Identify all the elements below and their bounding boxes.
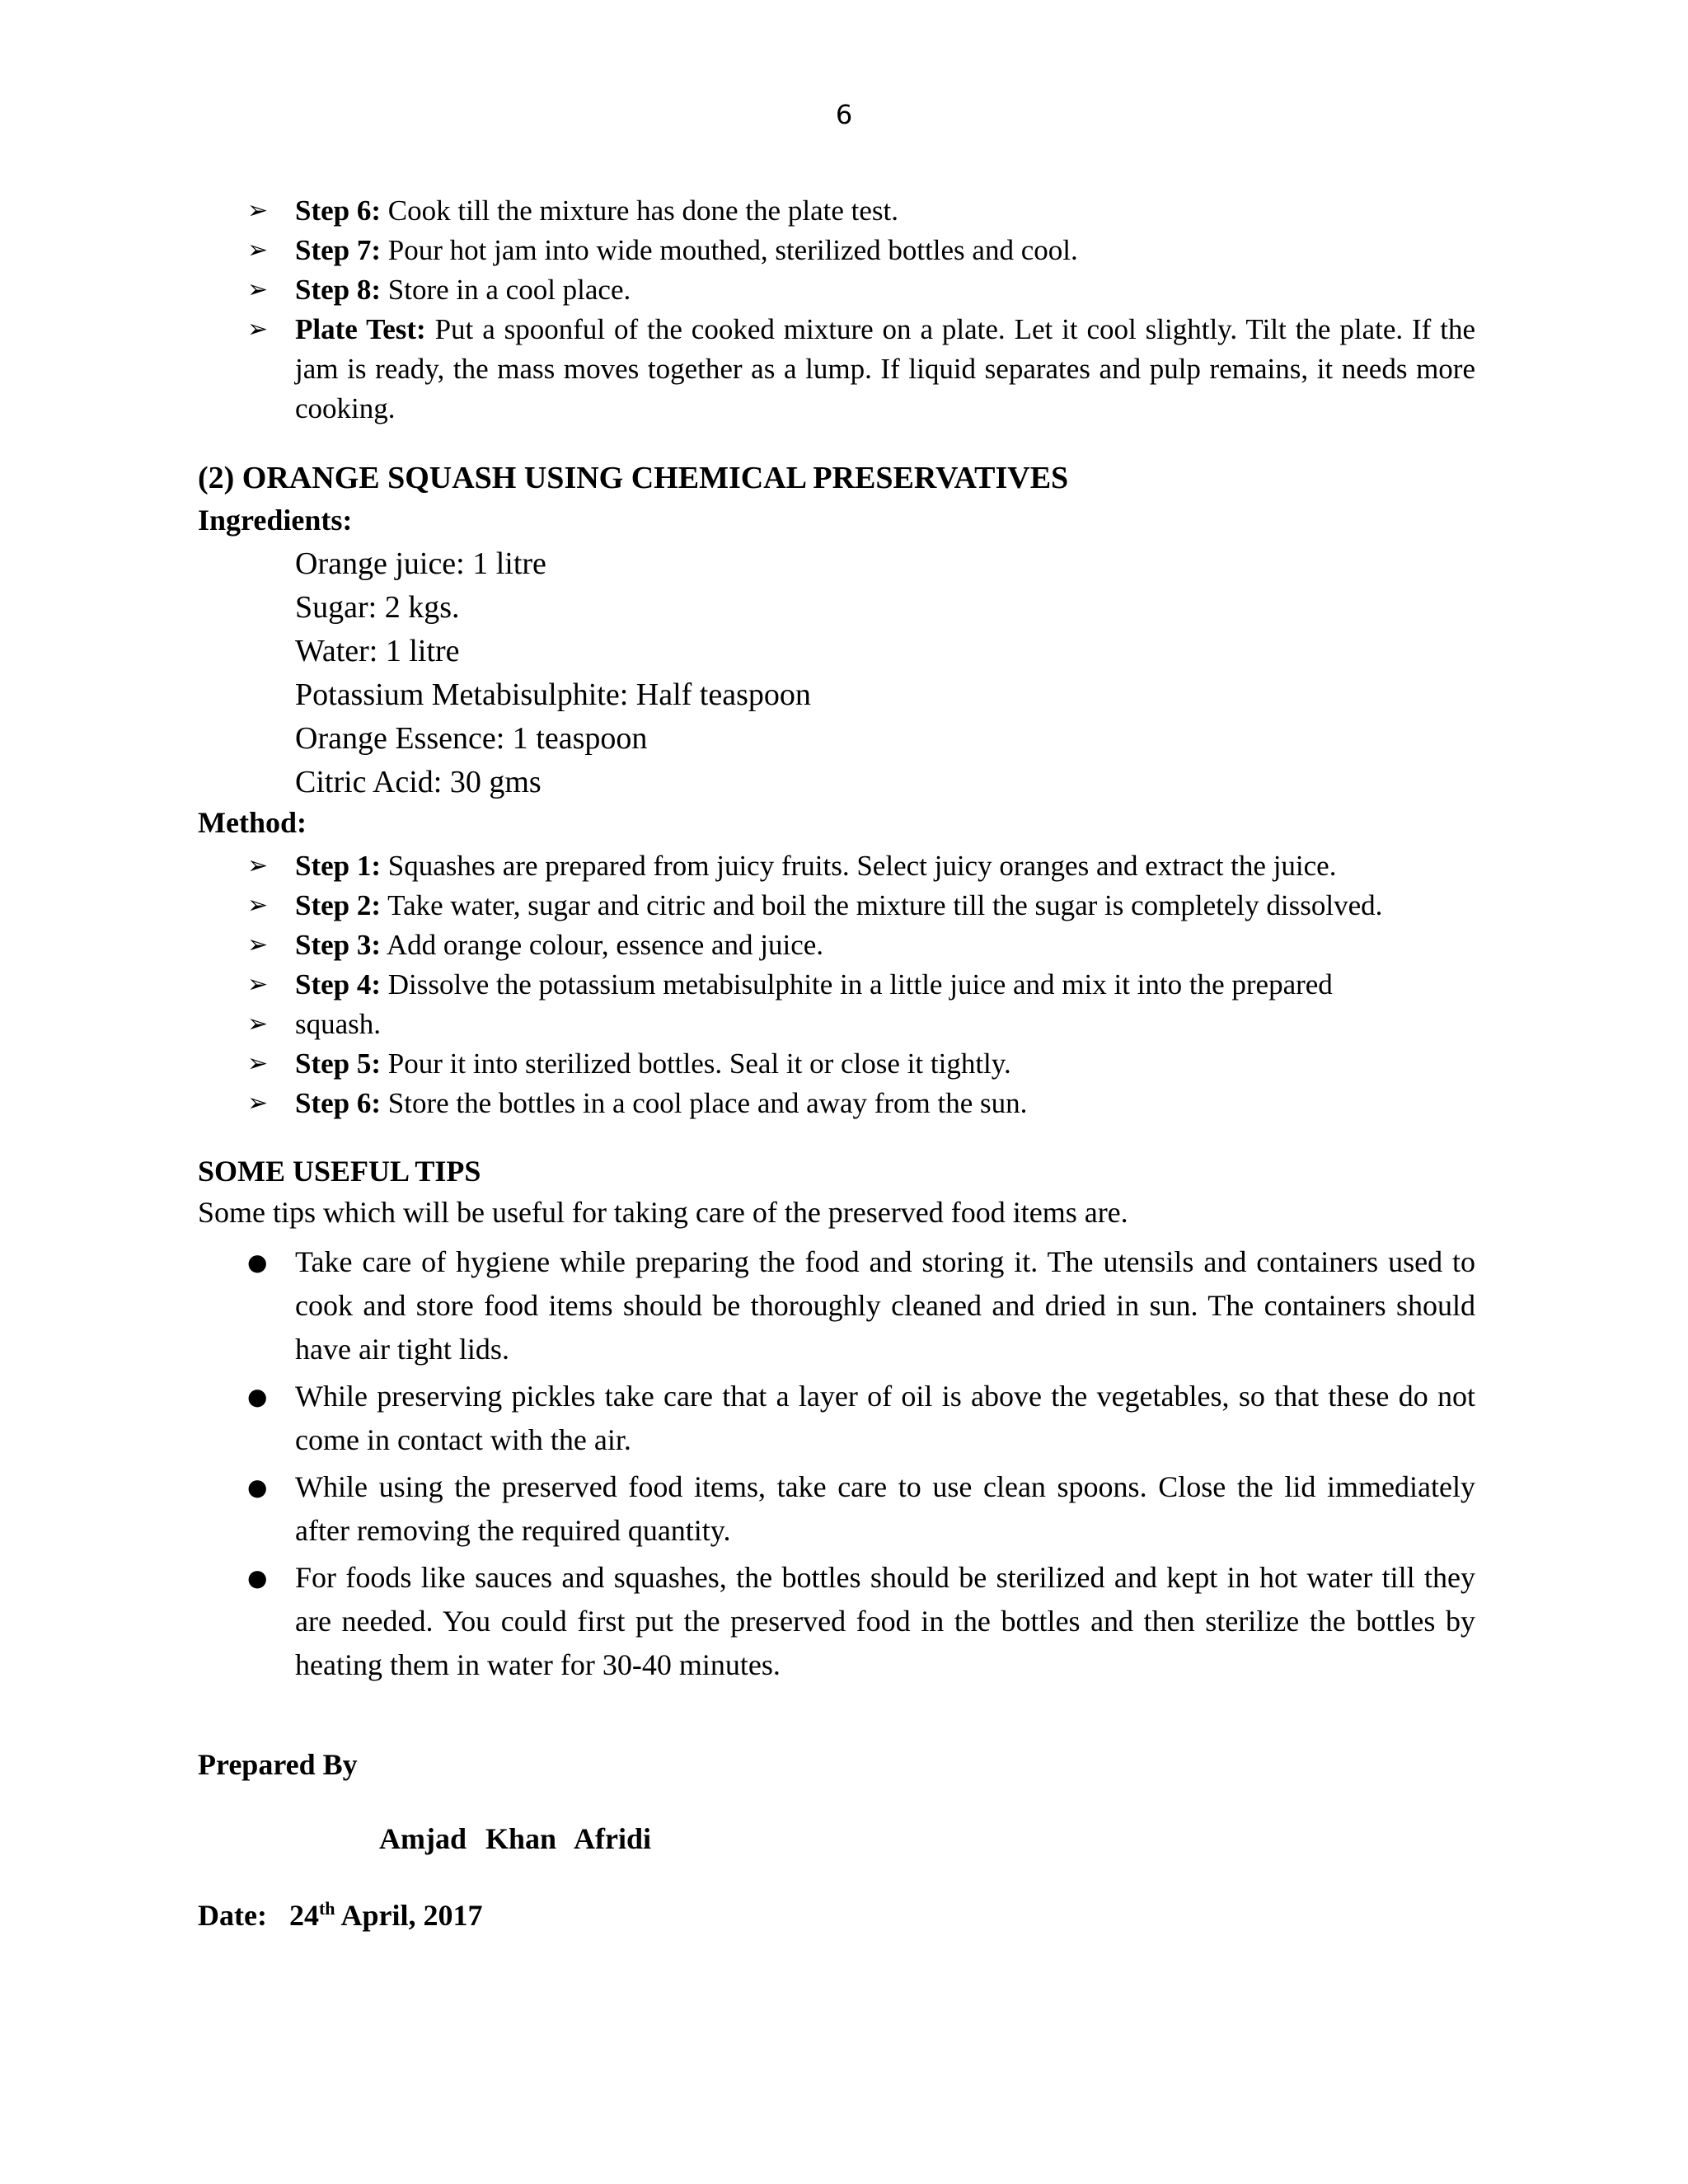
method-steps-list (247, 846, 1475, 1123)
list-item: Citric Acid: 30 gms (295, 765, 542, 799)
step-label: Step 6: (295, 194, 382, 227)
arrow-bullet-icon: ➢ (247, 1089, 269, 1118)
ingredients-list (295, 542, 811, 804)
tip-text: For foods like sauces and squashes, the bottles should be sterilized and kept in hot water till they are needed. You could first put the preserved food in the bottles and then sterilize the bottles by heating them in water for 30-40 minutes. (295, 1561, 1475, 1681)
step-text: Pour it into sterilized bottles. Seal it or close it tightly. (387, 1047, 1011, 1080)
section-title-useful-tips: SOME USEFUL TIPS (198, 1155, 481, 1188)
date-line (198, 1898, 483, 1933)
arrow-bullet-icon: ➢ (247, 196, 269, 225)
list-item (247, 1005, 1475, 1044)
section-title-orange-squash: (2) ORANGE SQUASH USING CHEMICAL PRESERVATIVES (198, 461, 1069, 495)
tip-text: While using the preserved food items, take care to use clean spoons. Close the lid immediately after removing the required quantity. (295, 1470, 1475, 1547)
list-item (247, 1044, 1475, 1084)
arrow-bullet-icon: ➢ (247, 1049, 269, 1078)
step-text: Take water, sugar and citric and boil the mixture till the sugar is completely dissolved. (387, 889, 1383, 921)
jam-steps-list (247, 191, 1475, 429)
list-item (247, 886, 1475, 926)
step-label: Step 3: (295, 929, 382, 961)
arrow-bullet-icon: ➢ (247, 851, 269, 880)
step-text: Store in a cool place. (387, 274, 631, 306)
list-item (247, 1465, 1475, 1553)
step-label: Step 8: (295, 274, 382, 306)
list-item (247, 270, 1475, 310)
step-text: Squashes are prepared from juicy fruits. Select juicy oranges and extract the juice. (387, 850, 1337, 882)
list-item (247, 231, 1475, 270)
date-suffix: th (318, 1898, 335, 1919)
date-label: Date: (198, 1899, 267, 1932)
list-item: Potassium Metabisulphite: Half teaspoon (295, 677, 811, 712)
tips-list (247, 1240, 1475, 1690)
step-label: Step 6: (295, 1087, 382, 1119)
list-item (247, 965, 1475, 1005)
list-item: Sugar: 2 kgs. (295, 590, 460, 625)
list-item: Orange juice: 1 litre (295, 546, 546, 581)
method-heading: Method: (198, 806, 307, 839)
step-text: Put a spoonful of the cooked mixture on a plate. Let it cool slightly. Tilt the plate. If the jam is ready, the mass moves together as a lump. If liquid separates and pulp remains, it needs more cooking. (295, 313, 1476, 424)
bullet-icon: ● (247, 1474, 268, 1501)
prepared-by-label: Prepared By (198, 1748, 358, 1781)
date-day: 24 (288, 1899, 319, 1932)
step-text: Add orange colour, essence and juice. (386, 929, 824, 961)
list-item: Orange Essence: 1 teaspoon (295, 721, 648, 756)
list-item: Water: 1 litre (295, 634, 460, 668)
step-text: Pour hot jam into wide mouthed, sterilized bottles and cool. (387, 234, 1078, 266)
bullet-icon: ● (247, 1383, 268, 1410)
list-item (247, 926, 1475, 965)
step-text: squash. (295, 1008, 382, 1040)
list-item (247, 846, 1475, 886)
arrow-bullet-icon: ➢ (247, 930, 269, 959)
tips-intro: Some tips which will be useful for taking care of the preserved food items are. (198, 1196, 1128, 1229)
step-label: Plate Test: (295, 313, 426, 345)
list-item (247, 191, 1475, 231)
step-text: Dissolve the potassium metabisulphite in a little juice and mix it into the prepared (387, 968, 1333, 1001)
arrow-bullet-icon: ➢ (247, 891, 269, 920)
bullet-icon: ● (247, 1249, 268, 1276)
arrow-bullet-icon: ➢ (247, 315, 269, 344)
list-item (247, 1240, 1475, 1371)
step-text: Store the bottles in a cool place and away from the sun. (387, 1087, 1028, 1119)
step-text: Cook till the mixture has done the plate test. (387, 194, 898, 227)
step-label: Step 5: (295, 1047, 382, 1080)
page-number: 6 (835, 99, 853, 130)
arrow-bullet-icon: ➢ (247, 236, 269, 265)
arrow-bullet-icon: ➢ (247, 970, 269, 999)
arrow-bullet-icon: ➢ (247, 1010, 269, 1038)
tip-text: While preserving pickles take care that a layer of oil is above the vegetables, so that these do not come in contact with the air. (295, 1380, 1475, 1456)
step-label: Step 7: (295, 234, 382, 266)
list-item (247, 1375, 1475, 1462)
list-item (247, 310, 1475, 429)
list-item (247, 1556, 1475, 1687)
list-item (247, 1084, 1475, 1123)
step-label: Step 1: (295, 850, 382, 882)
tip-text: Take care of hygiene while preparing the food and storing it. The utensils and containers used to cook and store food items should be thoroughly cleaned and dried in sun. The containers should have air tight lids. (295, 1245, 1475, 1366)
date-rest: April, 2017 (340, 1899, 483, 1932)
author-name: Amjad Khan Afridi (379, 1822, 652, 1855)
ingredients-heading: Ingredients: (198, 504, 353, 537)
step-label: Step 2: (295, 889, 382, 921)
arrow-bullet-icon: ➢ (247, 275, 269, 304)
step-label: Step 4: (295, 968, 382, 1001)
bullet-icon: ● (247, 1564, 268, 1591)
